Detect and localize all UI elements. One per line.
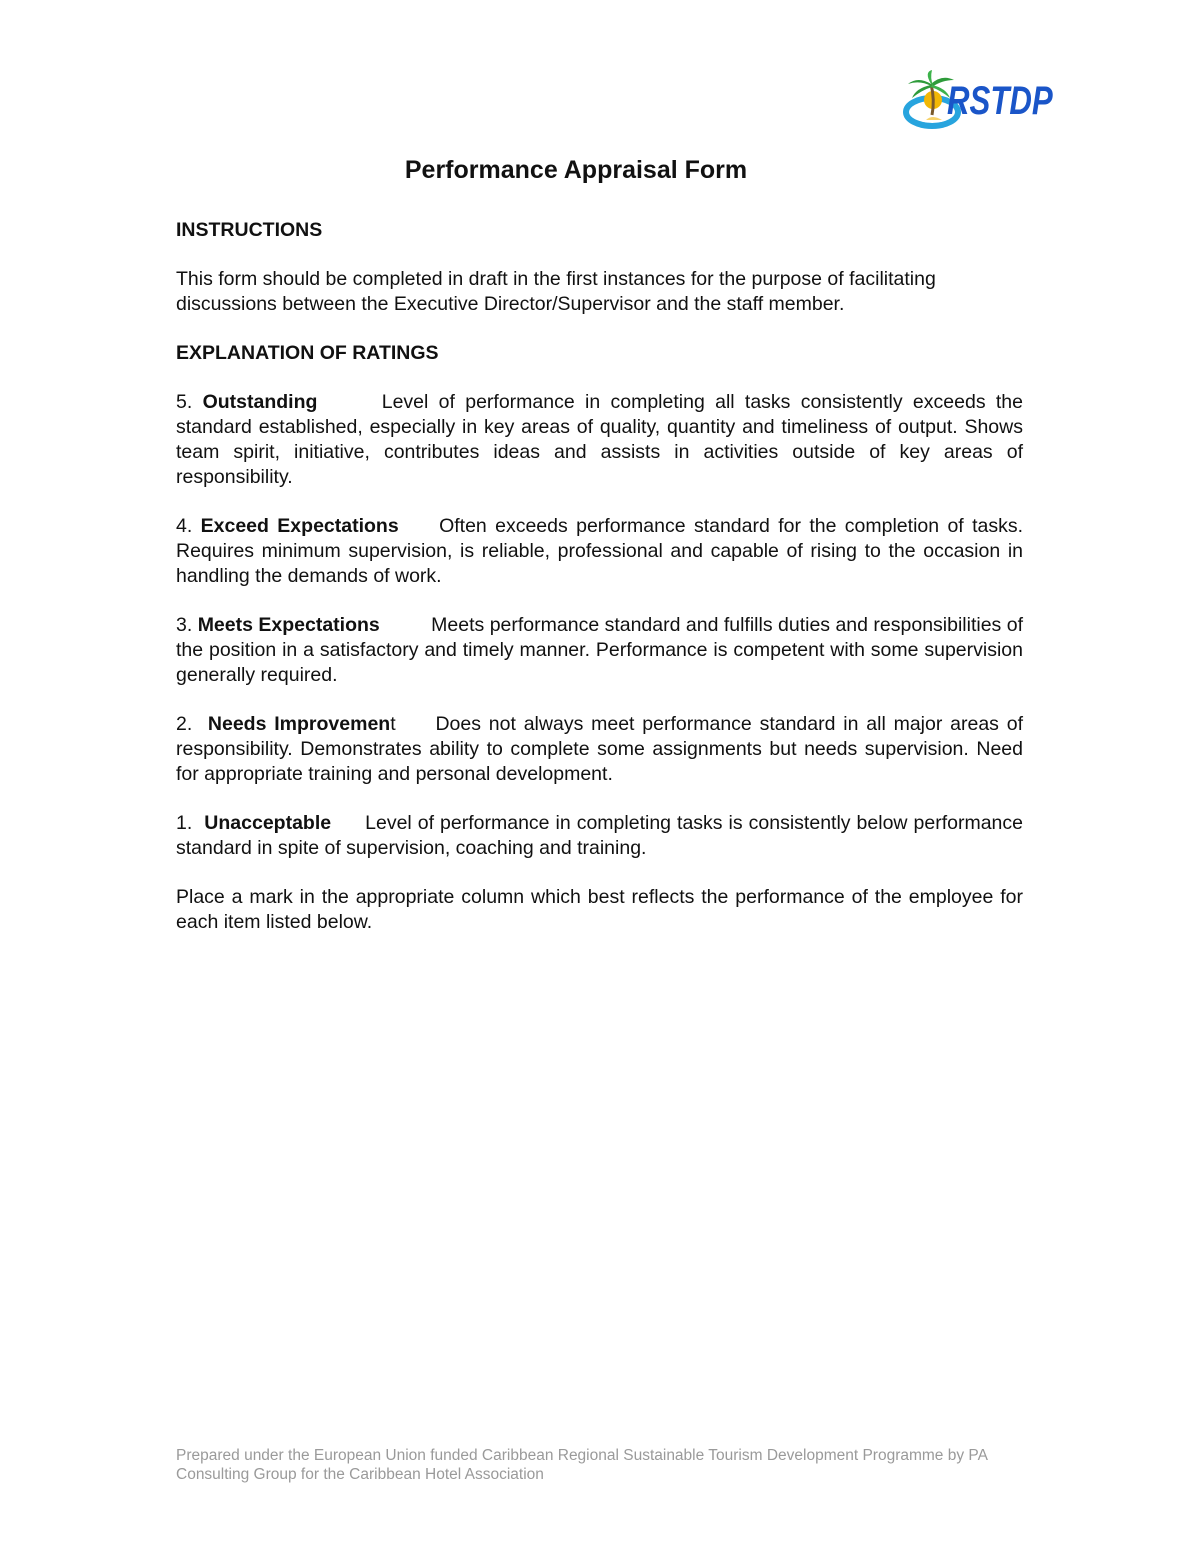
rstdp-logo xyxy=(902,70,1053,132)
rating-name: Meets Expectations xyxy=(197,614,380,636)
rating-description: Level of performance in completing tasks is consistently below performance standard in spite of supervision, coaching and training. xyxy=(176,812,1023,859)
footer-note: Prepared under the European Union funded Caribbean Regional Sustainable Tourism Development Programme by PA Consulting Group for the Caribbean Hotel Association xyxy=(176,1447,988,1483)
rating-description: Often exceeds performance standard for the completion of tasks. Requires minimum supervision, is reliable, professional and capable of rising to the occasion in handling the demands of work. xyxy=(176,515,1024,587)
rating-item xyxy=(176,811,1023,861)
ratings-heading: EXPLANATION OF RATINGS xyxy=(176,342,439,364)
rating-name: Outstanding xyxy=(202,391,318,413)
document-body xyxy=(176,218,1023,959)
rating-item xyxy=(176,514,1023,589)
rating-name-suffix: t xyxy=(390,713,396,735)
rating-name: Unacceptable xyxy=(204,812,332,834)
rating-description: Does not always meet performance standard in all major areas of responsibility. Demonstrates ability to complete some assignments but needs supervision. Need for appropriate training and personal development. xyxy=(176,713,1024,785)
rating-item xyxy=(176,712,1023,787)
rating-name: Needs Improvemen xyxy=(207,713,391,735)
rating-description: Meets performance standard and fulfills duties and responsibilities of the position in a satisfactory and timely manner. Performance is competent with some supervision generally required. xyxy=(176,614,1023,686)
rating-number: 1. xyxy=(176,812,193,834)
rating-number: 5. xyxy=(176,391,193,413)
instructions-heading: INSTRUCTIONS xyxy=(176,219,323,241)
instructions-text: This form should be completed in draft in the first instances for the purpose of facilitating discussions between the Executive Director/Supervisor and the staff member. xyxy=(176,268,936,315)
page-title: Performance Appraisal Form xyxy=(404,156,748,184)
rating-number: 4. xyxy=(176,515,193,537)
rating-number: 3. xyxy=(176,614,193,636)
rating-item xyxy=(176,390,1023,490)
logo-text: RSTDP xyxy=(947,78,1053,123)
rating-number: 2. xyxy=(176,713,193,735)
rating-name: Exceed Expectations xyxy=(200,515,399,537)
closing-instruction: Place a mark in the appropriate column which best reflects the performance of the employee for each item listed below. xyxy=(176,886,1023,933)
rating-description: Level of performance in completing all tasks consistently exceeds the standard established, especially in key areas of quality, quantity and timeliness of output. Shows team spirit, initiative, contributes ideas and assists in activities outside of key areas of responsibility. xyxy=(176,391,1023,488)
rating-item xyxy=(176,613,1023,688)
